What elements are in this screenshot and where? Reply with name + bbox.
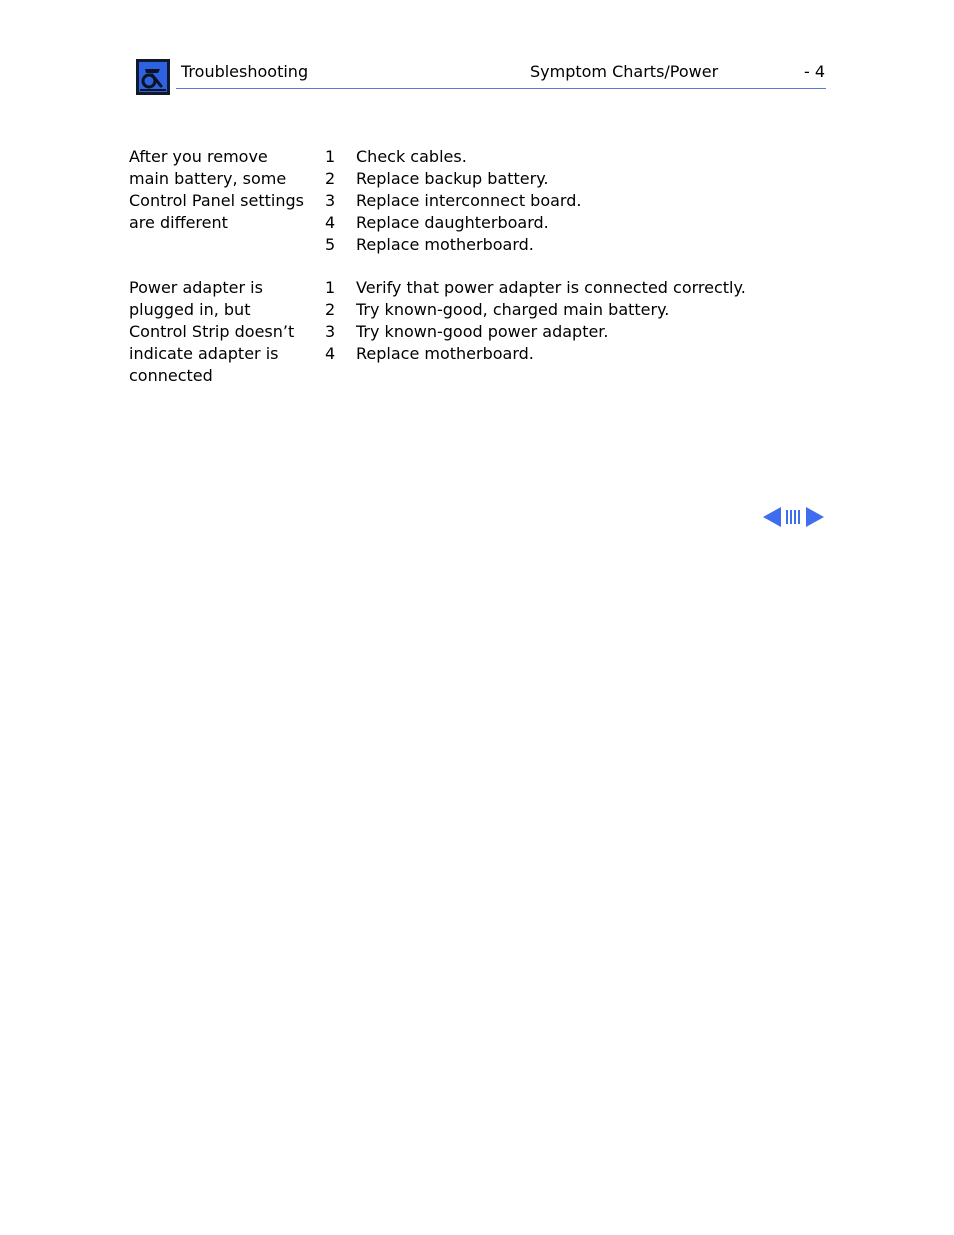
previous-page-arrow-icon[interactable] [763,507,781,527]
next-page-arrow-icon[interactable] [806,507,824,527]
step-number: 2 [325,300,336,319]
step-text: Try known-good, charged main battery. [356,300,670,319]
step-text: Check cables. [356,147,467,166]
header-divider [176,88,826,89]
section-title: Troubleshooting [181,62,309,81]
symptom-description: After you remove main battery, some Control Panel settings are different [129,147,304,232]
step-text: Try known-good power adapter. [356,322,609,341]
symptom-description: Power adapter is plugged in, but Control Strip doesn’t indicate adapter is connected [129,278,295,385]
page-number: - 4 [804,62,826,81]
step-text: Replace motherboard. [356,235,534,254]
step-number: 4 [325,213,336,232]
step-number: 1 [325,278,336,297]
step-text: Replace motherboard. [356,344,534,363]
chapter-title: Symptom Charts/Power [530,62,719,81]
step-text: Replace daughterboard. [356,213,549,232]
page-header [0,0,954,100]
step-text: Replace interconnect board. [356,191,582,210]
step-text: Replace backup battery. [356,169,549,188]
page-navigation [763,507,825,527]
step-text: Verify that power adapter is connected correctly. [356,278,746,297]
step-number: 1 [325,147,336,166]
step-number: 5 [325,235,336,254]
step-number: 2 [325,169,336,188]
step-number: 3 [325,191,336,210]
step-number: 4 [325,344,336,363]
page-index-icon[interactable] [785,507,803,527]
step-number: 3 [325,322,336,341]
toolbox-logo-icon [135,58,171,96]
